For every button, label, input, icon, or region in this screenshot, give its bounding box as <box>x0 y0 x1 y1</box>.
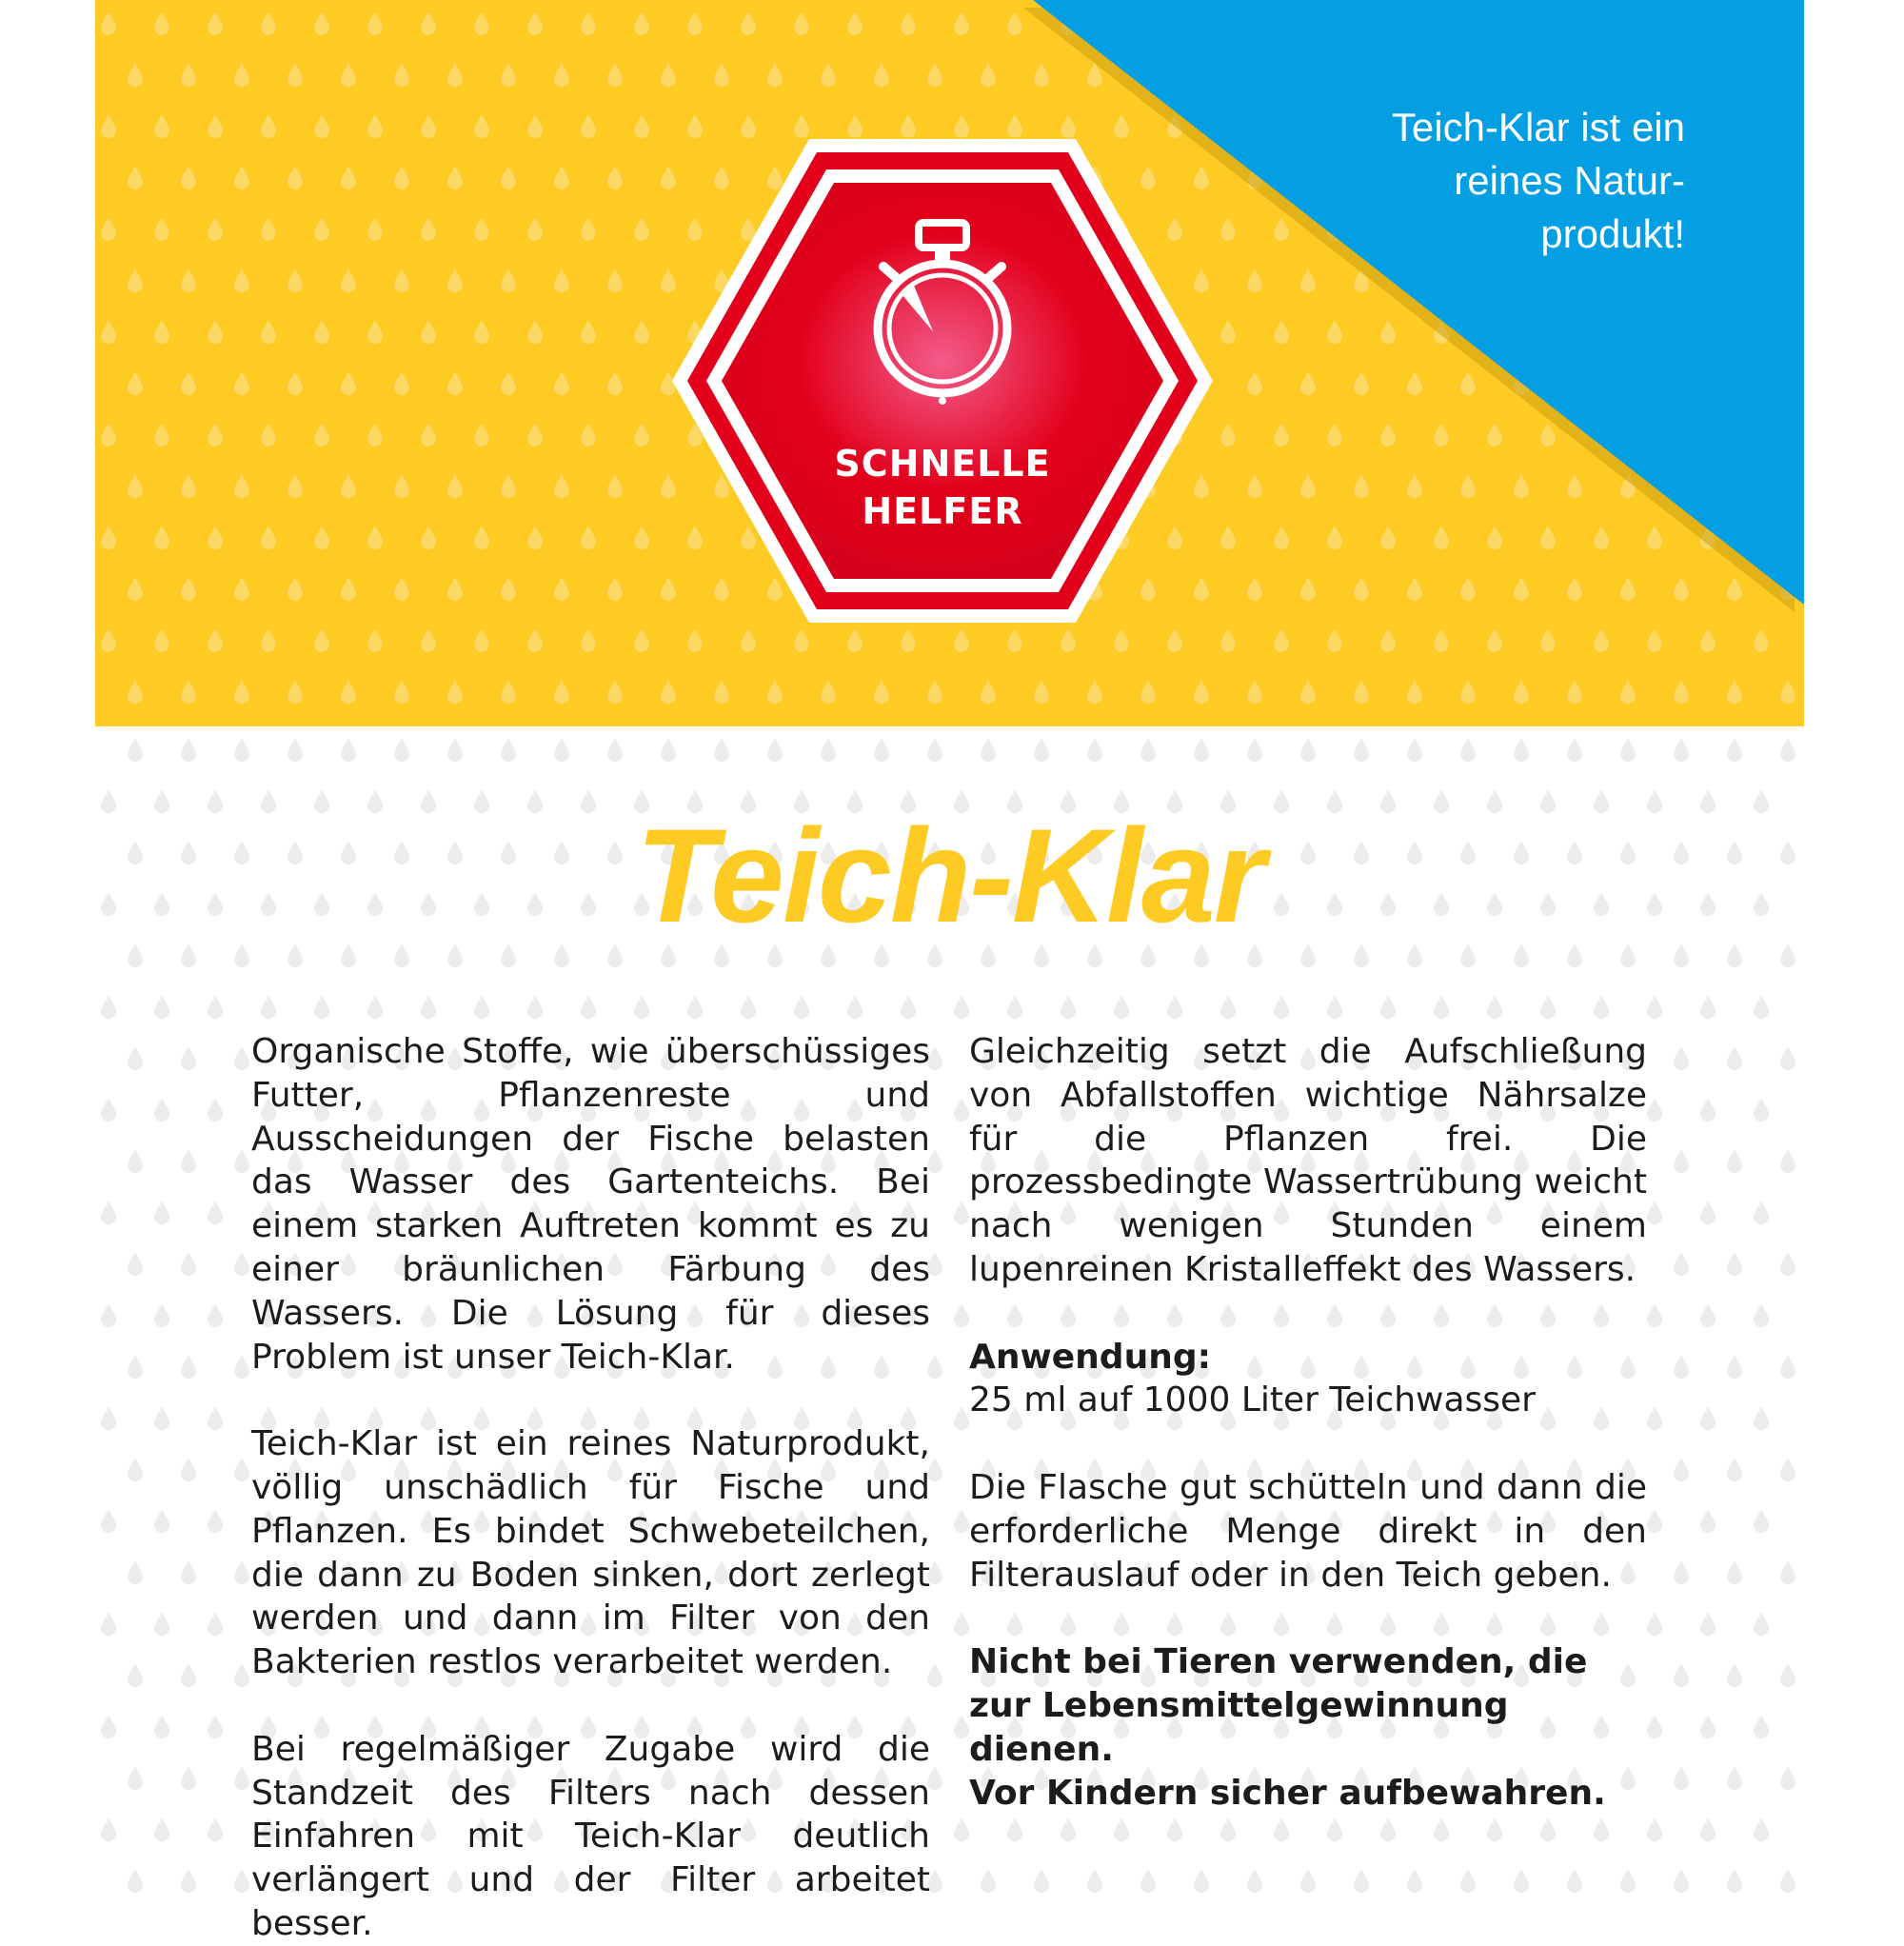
description-right-column <box>969 1030 1647 1815</box>
natural-product-claim: Teich-Klar ist ein reines Natur- produkt! <box>1391 105 1685 256</box>
description-paragraph: Teich-Klar ist ein reines Naturprodukt, völlig unschädlich für Fische und Pflanzen. Es bindet Schwebeteilchen, die dann zu Boden sinken, dort zerlegt werden und dann im Filter von den Bakterien restlos verarbeitet werden. <box>251 1424 930 1682</box>
product-title: Teich-Klar <box>635 801 1264 950</box>
badge-label-line1: SCHNELLE <box>834 443 1051 485</box>
description-left-column <box>251 1030 930 1946</box>
badge-label-line2: HELFER <box>862 490 1023 532</box>
yellow-header-band <box>95 0 1804 726</box>
schnelle-helfer-badge <box>666 133 1219 628</box>
description-paragraph: Bei regelmäßiger Zugabe wird die Standzeit des Filters nach dessen Einfahren mit Teich-Klar deutlich verlängert und der Filter arbeitet besser. <box>251 1729 930 1943</box>
stopwatch-icon <box>866 219 1019 409</box>
warning-food-animals: Nicht bei Tieren verwenden, die zur Lebensmittelgewinnung dienen. <box>969 1642 1588 1769</box>
product-label <box>95 0 1804 1943</box>
usage-dosage: 25 ml auf 1000 Liter Teichwasser <box>969 1380 1536 1420</box>
badge-label <box>666 440 1219 535</box>
usage-instructions: Die Flasche gut schütteln und dann die erforderliche Menge direkt in den Filterauslauf oder in den Teich geben. <box>969 1467 1647 1595</box>
usage-heading: Anwendung: <box>969 1337 1211 1377</box>
warning-children: Vor Kindern sicher aufbewahren. <box>969 1773 1606 1813</box>
description-paragraph: Gleichzeitig setzt die Aufschließung von Abfallstoffen wichtige Nährsalze für die Pflanzen frei. Die prozessbedingte Wassertrübung weicht nach wenigen Stunden einem lupenreinen Kristalleffekt des Wassers. <box>969 1032 1647 1289</box>
description-paragraph: Organische Stoffe, wie überschüssiges Futter, Pflanzenreste und Ausscheidungen der Fische belasten das Wasser des Gartenteichs. Bei einem starken Auftreten kommt es zu einer bräunlichen Färbung des Wassers. Die Lösung für dieses Problem ist unser Teich-Klar. <box>251 1032 930 1377</box>
